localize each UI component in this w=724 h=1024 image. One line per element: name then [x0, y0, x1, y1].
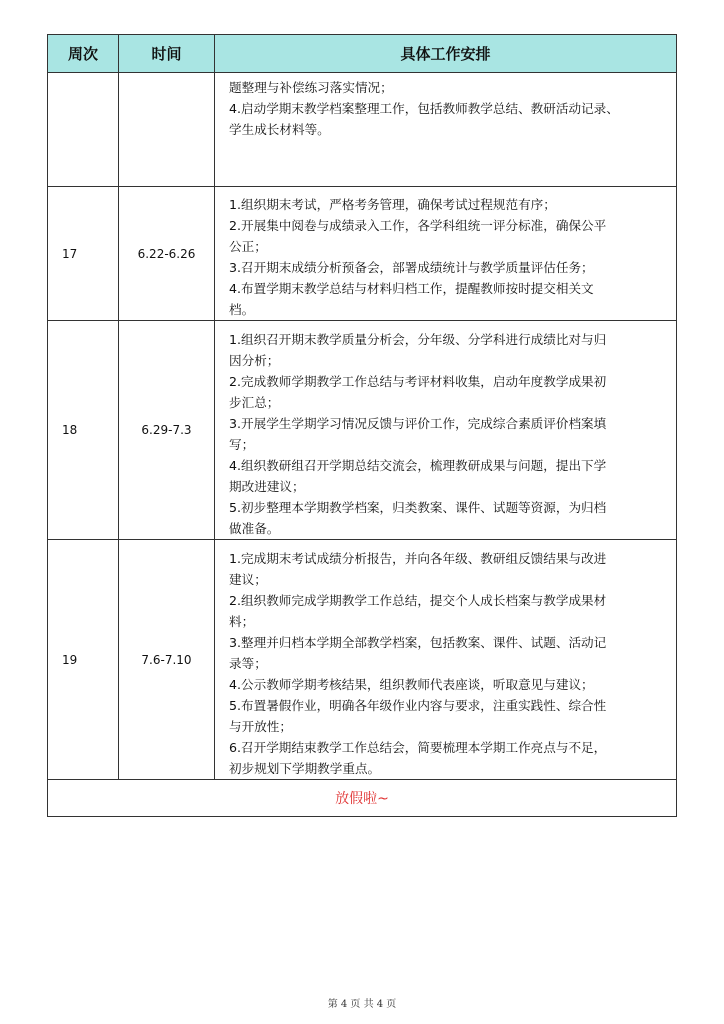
week-cell: 17 [48, 187, 119, 321]
plan-line: 初步规划下学期教学重点。 [229, 761, 381, 776]
plan-line: 料； [229, 614, 255, 629]
header-row [48, 35, 677, 73]
header-plan: 具体工作安排 [215, 35, 677, 73]
plan-line: 公正； [229, 239, 267, 254]
plan-line: 5.初步整理本学期教学档案，归类教案、课件、试题等资源，为归档 [229, 500, 607, 515]
schedule-table [47, 34, 677, 817]
week-cell [48, 73, 119, 187]
plan-line: 期改进建议； [229, 479, 305, 494]
plan-line: 与开放性； [229, 719, 292, 734]
table-row-week-19 [48, 540, 677, 780]
plan-line: 2.完成教师学期教学工作总结与考评材料收集，启动年度教学成果初 [229, 374, 607, 389]
plan-line: 因分析； [229, 353, 280, 368]
plan-line: 3.召开期末成绩分析预备会，部署成绩统计与教学质量评估任务； [229, 260, 594, 275]
time-cell: 7.6-7.10 [119, 540, 215, 780]
plan-cell [215, 187, 677, 321]
plan-line: 录等； [229, 656, 267, 671]
table-header [48, 35, 677, 73]
plan-cell [215, 540, 677, 780]
holiday-text: 放假啦~ [335, 791, 389, 807]
plan-line: 步汇总； [229, 395, 280, 410]
plan-line: 1.组织期末考试，严格考务管理，确保考试过程规范有序； [229, 197, 556, 212]
plan-line: 2.组织教师完成学期教学工作总结，提交个人成长档案与教学成果材 [229, 593, 607, 608]
page-number-footer: 第 4 页 共 4 页 [327, 999, 397, 1010]
time-cell: 6.22-6.26 [119, 187, 215, 321]
table-row-continuation [48, 73, 677, 187]
plan-line: 学生成长材料等。 [229, 122, 330, 137]
plan-cell [215, 321, 677, 540]
header-time: 时间 [119, 35, 215, 73]
plan-line: 3.整理并归档本学期全部教学档案，包括教案、课件、试题、活动记 [229, 635, 607, 650]
time-cell [119, 73, 215, 187]
plan-line: 4.布置学期末教学总结与材料归档工作，提醒教师按时提交相关文 [229, 281, 594, 296]
header-week: 周次 [48, 35, 119, 73]
table-row-week-18 [48, 321, 677, 540]
table-row-week-17 [48, 187, 677, 321]
plan-line: 4.组织教研组召开学期总结交流会，梳理教研成果与问题，提出下学 [229, 458, 607, 473]
plan-line: 1.组织召开期末教学质量分析会，分年级、分学科进行成绩比对与归 [229, 332, 607, 347]
plan-cell [215, 73, 677, 187]
week-cell: 18 [48, 321, 119, 540]
plan-line: 4.公示教师学期考核结果，组织教师代表座谈，听取意见与建议； [229, 677, 594, 692]
plan-line: 3.开展学生学期学习情况反馈与评价工作，完成综合素质评价档案填 [229, 416, 607, 431]
plan-line: 6.召开学期结束教学工作总结会，简要梳理本学期工作亮点与不足， [229, 740, 607, 755]
week-cell: 19 [48, 540, 119, 780]
plan-line: 4.启动学期末教学档案整理工作，包括教师教学总结、教研活动记录、 [229, 101, 619, 116]
plan-line: 题整理与补偿练习落实情况； [229, 80, 393, 95]
holiday-cell [48, 780, 677, 817]
plan-line: 5.布置暑假作业，明确各年级作业内容与要求，注重实践性、综合性 [229, 698, 607, 713]
plan-line: 做准备。 [229, 521, 280, 536]
plan-line: 2.开展集中阅卷与成绩录入工作，各学科组统一评分标准，确保公平 [229, 218, 607, 233]
plan-line: 建议； [229, 572, 267, 587]
plan-line: 档。 [229, 302, 255, 317]
time-cell: 6.29-7.3 [119, 321, 215, 540]
table-row-holiday [48, 780, 677, 817]
plan-line: 写； [229, 437, 255, 452]
plan-line: 1.完成期末考试成绩分析报告，并向各年级、教研组反馈结果与改进 [229, 551, 607, 566]
